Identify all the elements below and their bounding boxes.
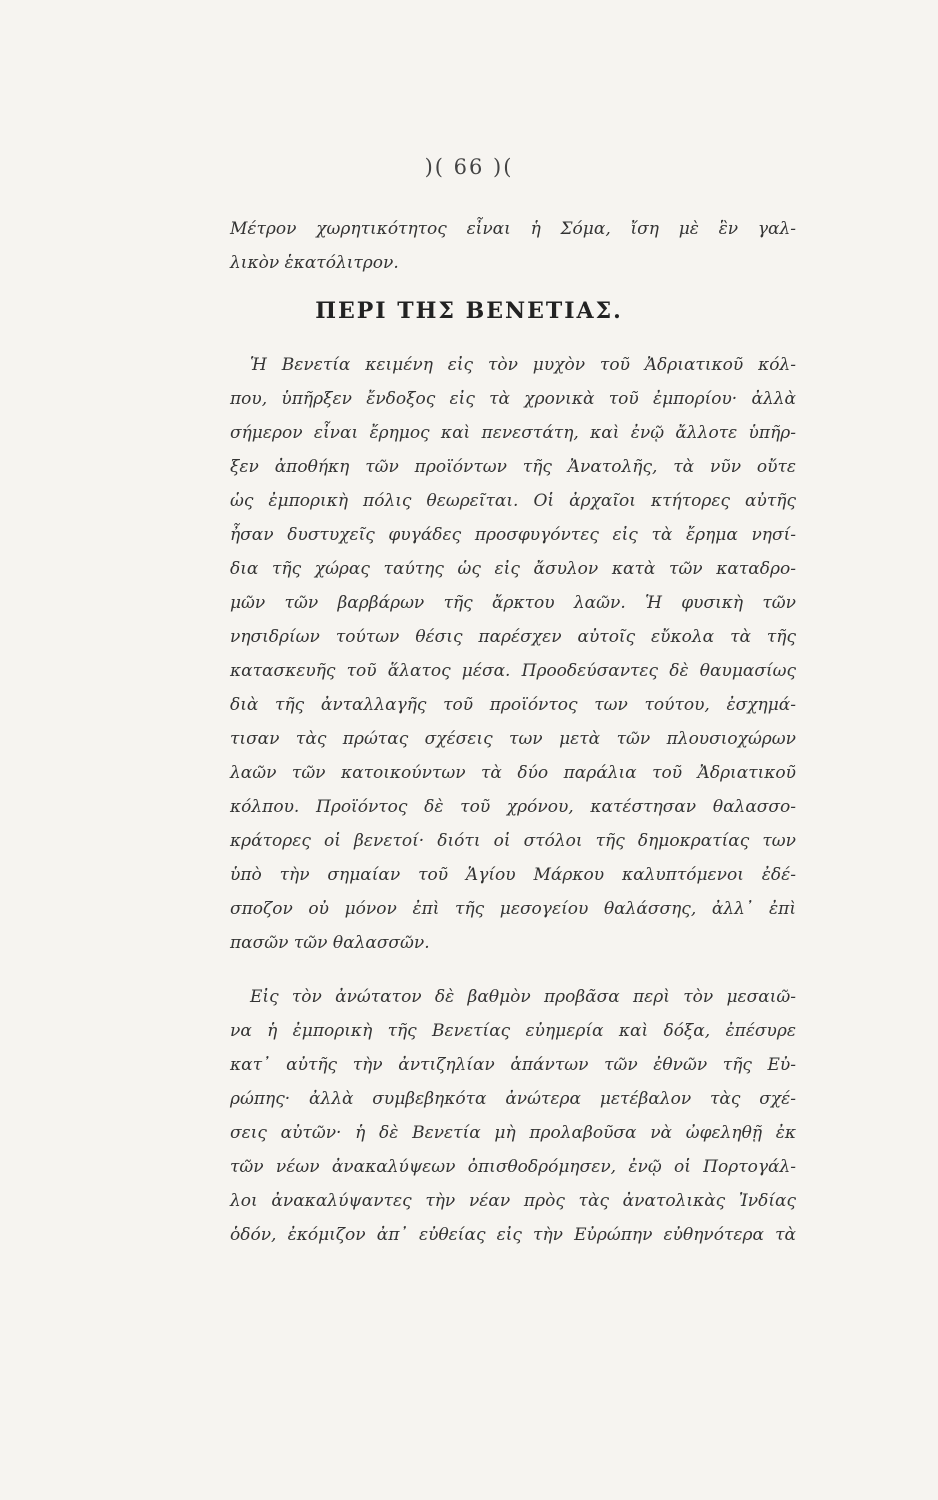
section-title: ΠΕΡΙ ΤΗΣ ΒΕΝΕΤΙΑΣ. — [315, 298, 623, 324]
text-line: να ἡ ἐμπορικὴ τῆς Βενετίας εὐημερία καὶ δόξα, ἐπέσυρε — [230, 1021, 796, 1041]
text-line: ὁδόν, ἐκόμιζον ἀπ᾽ εὐθείας εἰς τὴν Εὐρώπην εὐθηνότερα τὰ — [230, 1225, 796, 1245]
text-line: Ἡ Βενετία κειμένη εἰς τὸν μυχὸν τοῦ Ἀδριατικοῦ κόλ- — [250, 355, 796, 375]
paragraph-2 — [230, 980, 796, 1252]
text-line: ἦσαν δυστυχεῖς φυγάδες προσφυγόντες εἰς τὰ ἔρημα νησί- — [230, 525, 796, 545]
text-line: ὑπὸ τὴν σημαίαν τοῦ Ἁγίου Μάρκου καλυπτόμενοι ἐδέ- — [230, 865, 796, 885]
text-line: λοι ἀνακαλύψαντες τὴν νέαν πρὸς τὰς ἀνατολικὰς Ἰνδίας — [230, 1191, 796, 1211]
text-line: κατασκευῆς τοῦ ἅλατος μέσα. Προοδεύσαντες δὲ θαυμασίως — [230, 661, 796, 681]
text-line: τισαν τὰς πρώτας σχέσεις των μετὰ τῶν πλουσιοχώρων — [230, 729, 796, 749]
text-line: σποζον οὐ μόνον ἐπὶ τῆς μεσογείου θαλάσσης, ἀλλ᾽ ἐπὶ — [230, 899, 796, 919]
text-line: κόλπου. Προϊόντος δὲ τοῦ χρόνου, κατέστησαν θαλασσο- — [230, 797, 796, 817]
text-line: ρώπης· ἀλλὰ συμβεβηκότα ἀνώτερα μετέβαλον τὰς σχέ- — [230, 1089, 796, 1109]
text-line: ξεν ἀποθήκη τῶν προϊόντων τῆς Ἀνατολῆς, τὰ νῦν οὔτε — [230, 457, 796, 477]
text-line: κατ᾽ αὐτῆς τὴν ἀντιζηλίαν ἁπάντων τῶν ἐθνῶν τῆς Εὐ- — [230, 1055, 796, 1075]
text-line: μῶν τῶν βαρβάρων τῆς ἄρκτου λαῶν. Ἡ φυσικὴ τῶν — [230, 593, 796, 613]
text-line: τῶν νέων ἀνακαλύψεων ὀπισθοδρόμησεν, ἐνῷ οἱ Πορτογάλ- — [230, 1157, 796, 1177]
paragraph-1 — [230, 348, 796, 960]
text-line: δια τῆς χώρας ταύτης ὡς εἰς ἄσυλον κατὰ τῶν καταδρο- — [230, 559, 796, 579]
text-line: νησιδρίων τούτων θέσις παρέσχεν αὐτοῖς εὔκολα τὰ τῆς — [230, 627, 796, 647]
text-line: πασῶν τῶν θαλασσῶν. — [230, 933, 430, 953]
text-line: λικὸν ἑκατόλιτρον. — [230, 253, 399, 273]
intro-text — [230, 212, 796, 280]
text-line: σήμερον εἶναι ἔρημος καὶ πενεστάτη, καὶ ἐνῷ ἄλλοτε ὑπῆρ- — [230, 423, 796, 443]
text-line: Εἰς τὸν ἀνώτατον δὲ βαθμὸν προβᾶσα περὶ τὸν μεσαιῶ- — [250, 987, 796, 1007]
text-line: κράτορες οἱ βενετοί· διότι οἱ στόλοι τῆς δημοκρατίας των — [230, 831, 796, 851]
text-line: διὰ τῆς ἀνταλλαγῆς τοῦ προϊόντος των τούτου, ἐσχημά- — [230, 695, 796, 715]
text-line: Μέτρον χωρητικότητος εἶναι ἡ Σόμα, ἴση μὲ ἓν γαλ- — [230, 219, 796, 239]
text-line: που, ὑπῆρξεν ἔνδοξος εἰς τὰ χρονικὰ τοῦ ἐμπορίου· ἀλλὰ — [230, 389, 796, 409]
page-number: )( 66 )( — [424, 155, 514, 179]
text-line: λαῶν τῶν κατοικούντων τὰ δύο παράλια τοῦ Ἀδριατικοῦ — [230, 763, 796, 783]
text-line: σεις αὐτῶν· ἡ δὲ Βενετία μὴ προλαβοῦσα νὰ ὠφεληθῇ ἐκ — [230, 1123, 796, 1143]
text-line: ὡς ἐμπορικὴ πόλις θεωρεῖται. Οἱ ἀρχαῖοι κτήτορες αὐτῆς — [230, 491, 796, 511]
